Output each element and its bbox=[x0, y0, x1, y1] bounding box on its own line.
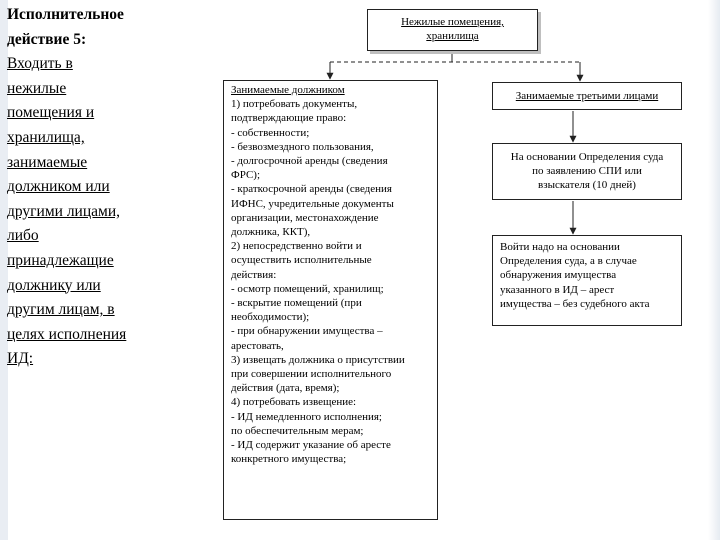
title-line-2: действие 5: bbox=[7, 30, 87, 48]
debtor-box-line: Занимаемые должником bbox=[231, 84, 345, 96]
debtor-box-line: при совершении исполнительного bbox=[231, 368, 392, 381]
debtor-box-line: действия: bbox=[231, 268, 277, 281]
debtor-box-line: - при обнаружении имущества – bbox=[231, 325, 383, 338]
title-underlined-line: нежилые bbox=[7, 79, 67, 97]
debtor-box-line: организации, местонахождение bbox=[231, 211, 379, 224]
title-underlined-line: Входить в bbox=[7, 55, 73, 73]
debtor-box-line: - ИД немедленного исполнения; bbox=[231, 410, 382, 423]
debtor-box-line: ИФНС, учредительные документы bbox=[231, 197, 394, 210]
debtor-occupied-box bbox=[223, 80, 438, 520]
debtor-box-line: - безвозмездного пользования, bbox=[231, 140, 374, 153]
debtor-box-line: должника, ККТ), bbox=[231, 226, 311, 239]
debtor-box-line: - собственности; bbox=[231, 126, 310, 139]
title-underlined-line: другими лицами, bbox=[7, 202, 120, 220]
court-line-3: взыскателя (10 дней) bbox=[538, 179, 636, 192]
debtor-box-line: 4) потребовать извещение: bbox=[231, 396, 357, 409]
entry-line: Определения суда, а в случае bbox=[500, 255, 637, 268]
third-parties-box: Занимаемые третьими лицами bbox=[492, 82, 682, 110]
title-underlined-line: ИД: bbox=[7, 350, 34, 368]
debtor-box-line: арестовать, bbox=[231, 339, 284, 352]
debtor-box-line: - долгосрочной аренды (сведения bbox=[231, 155, 388, 168]
entry-line: указанного в ИД – арест bbox=[500, 283, 615, 296]
title-underlined-line: помещения и bbox=[7, 104, 95, 122]
premises-box bbox=[367, 9, 538, 51]
title-underlined-line: либо bbox=[7, 227, 39, 245]
debtor-box-line: - краткосрочной аренды (сведения bbox=[231, 183, 392, 196]
debtor-box-line: необходимости); bbox=[231, 311, 310, 324]
debtor-box-line: - вскрытие помещений (при bbox=[231, 297, 362, 310]
title-underlined-line: должнику или bbox=[7, 276, 101, 294]
title-underlined-line: целях исполнения bbox=[7, 325, 127, 343]
title-underlined-line: должником или bbox=[7, 178, 110, 196]
debtor-box-line: 2) непосредственно войти и bbox=[231, 240, 362, 253]
debtor-box-line: - осмотр помещений, хранилищ; bbox=[231, 282, 384, 295]
title-underlined-line: принадлежащие bbox=[7, 251, 114, 269]
debtor-box-line: конкретного имущества; bbox=[231, 453, 347, 466]
debtor-box-line: - ИД содержит указание об аресте bbox=[231, 439, 391, 452]
debtor-box-line: осуществить исполнительные bbox=[231, 254, 372, 267]
entry-line: обнаружения имущества bbox=[500, 269, 617, 282]
debtor-box-line: подтверждающие право: bbox=[231, 112, 347, 125]
court-line-1: На основании Определения суда bbox=[510, 151, 664, 163]
title-underlined-line: занимаемые bbox=[7, 153, 88, 171]
debtor-box-line: 3) извещать должника о присутствии bbox=[231, 353, 405, 366]
debtor-box-line: ФРС); bbox=[231, 169, 260, 182]
entry-line: имущества – без судебного акта bbox=[500, 297, 650, 310]
premises-line-1: Нежилые помещения, bbox=[401, 16, 504, 28]
debtor-box-line: 1) потребовать документы, bbox=[231, 98, 358, 111]
debtor-box-line: по обеспечительным мерам; bbox=[231, 424, 364, 437]
debtor-box-line: действия (дата, время); bbox=[231, 382, 340, 395]
premises-line-2: хранилища bbox=[426, 30, 479, 43]
court-ruling-box bbox=[492, 143, 682, 200]
title-underlined-line: хранилища, bbox=[7, 128, 85, 146]
entry-line: Войти надо на основании bbox=[500, 241, 620, 253]
title-line-1: Исполнительное bbox=[7, 6, 124, 23]
entry-conditions-box bbox=[492, 235, 682, 326]
court-line-2: по заявлению СПИ или bbox=[532, 165, 642, 178]
title-underlined-line: другим лицам, в bbox=[7, 301, 115, 319]
